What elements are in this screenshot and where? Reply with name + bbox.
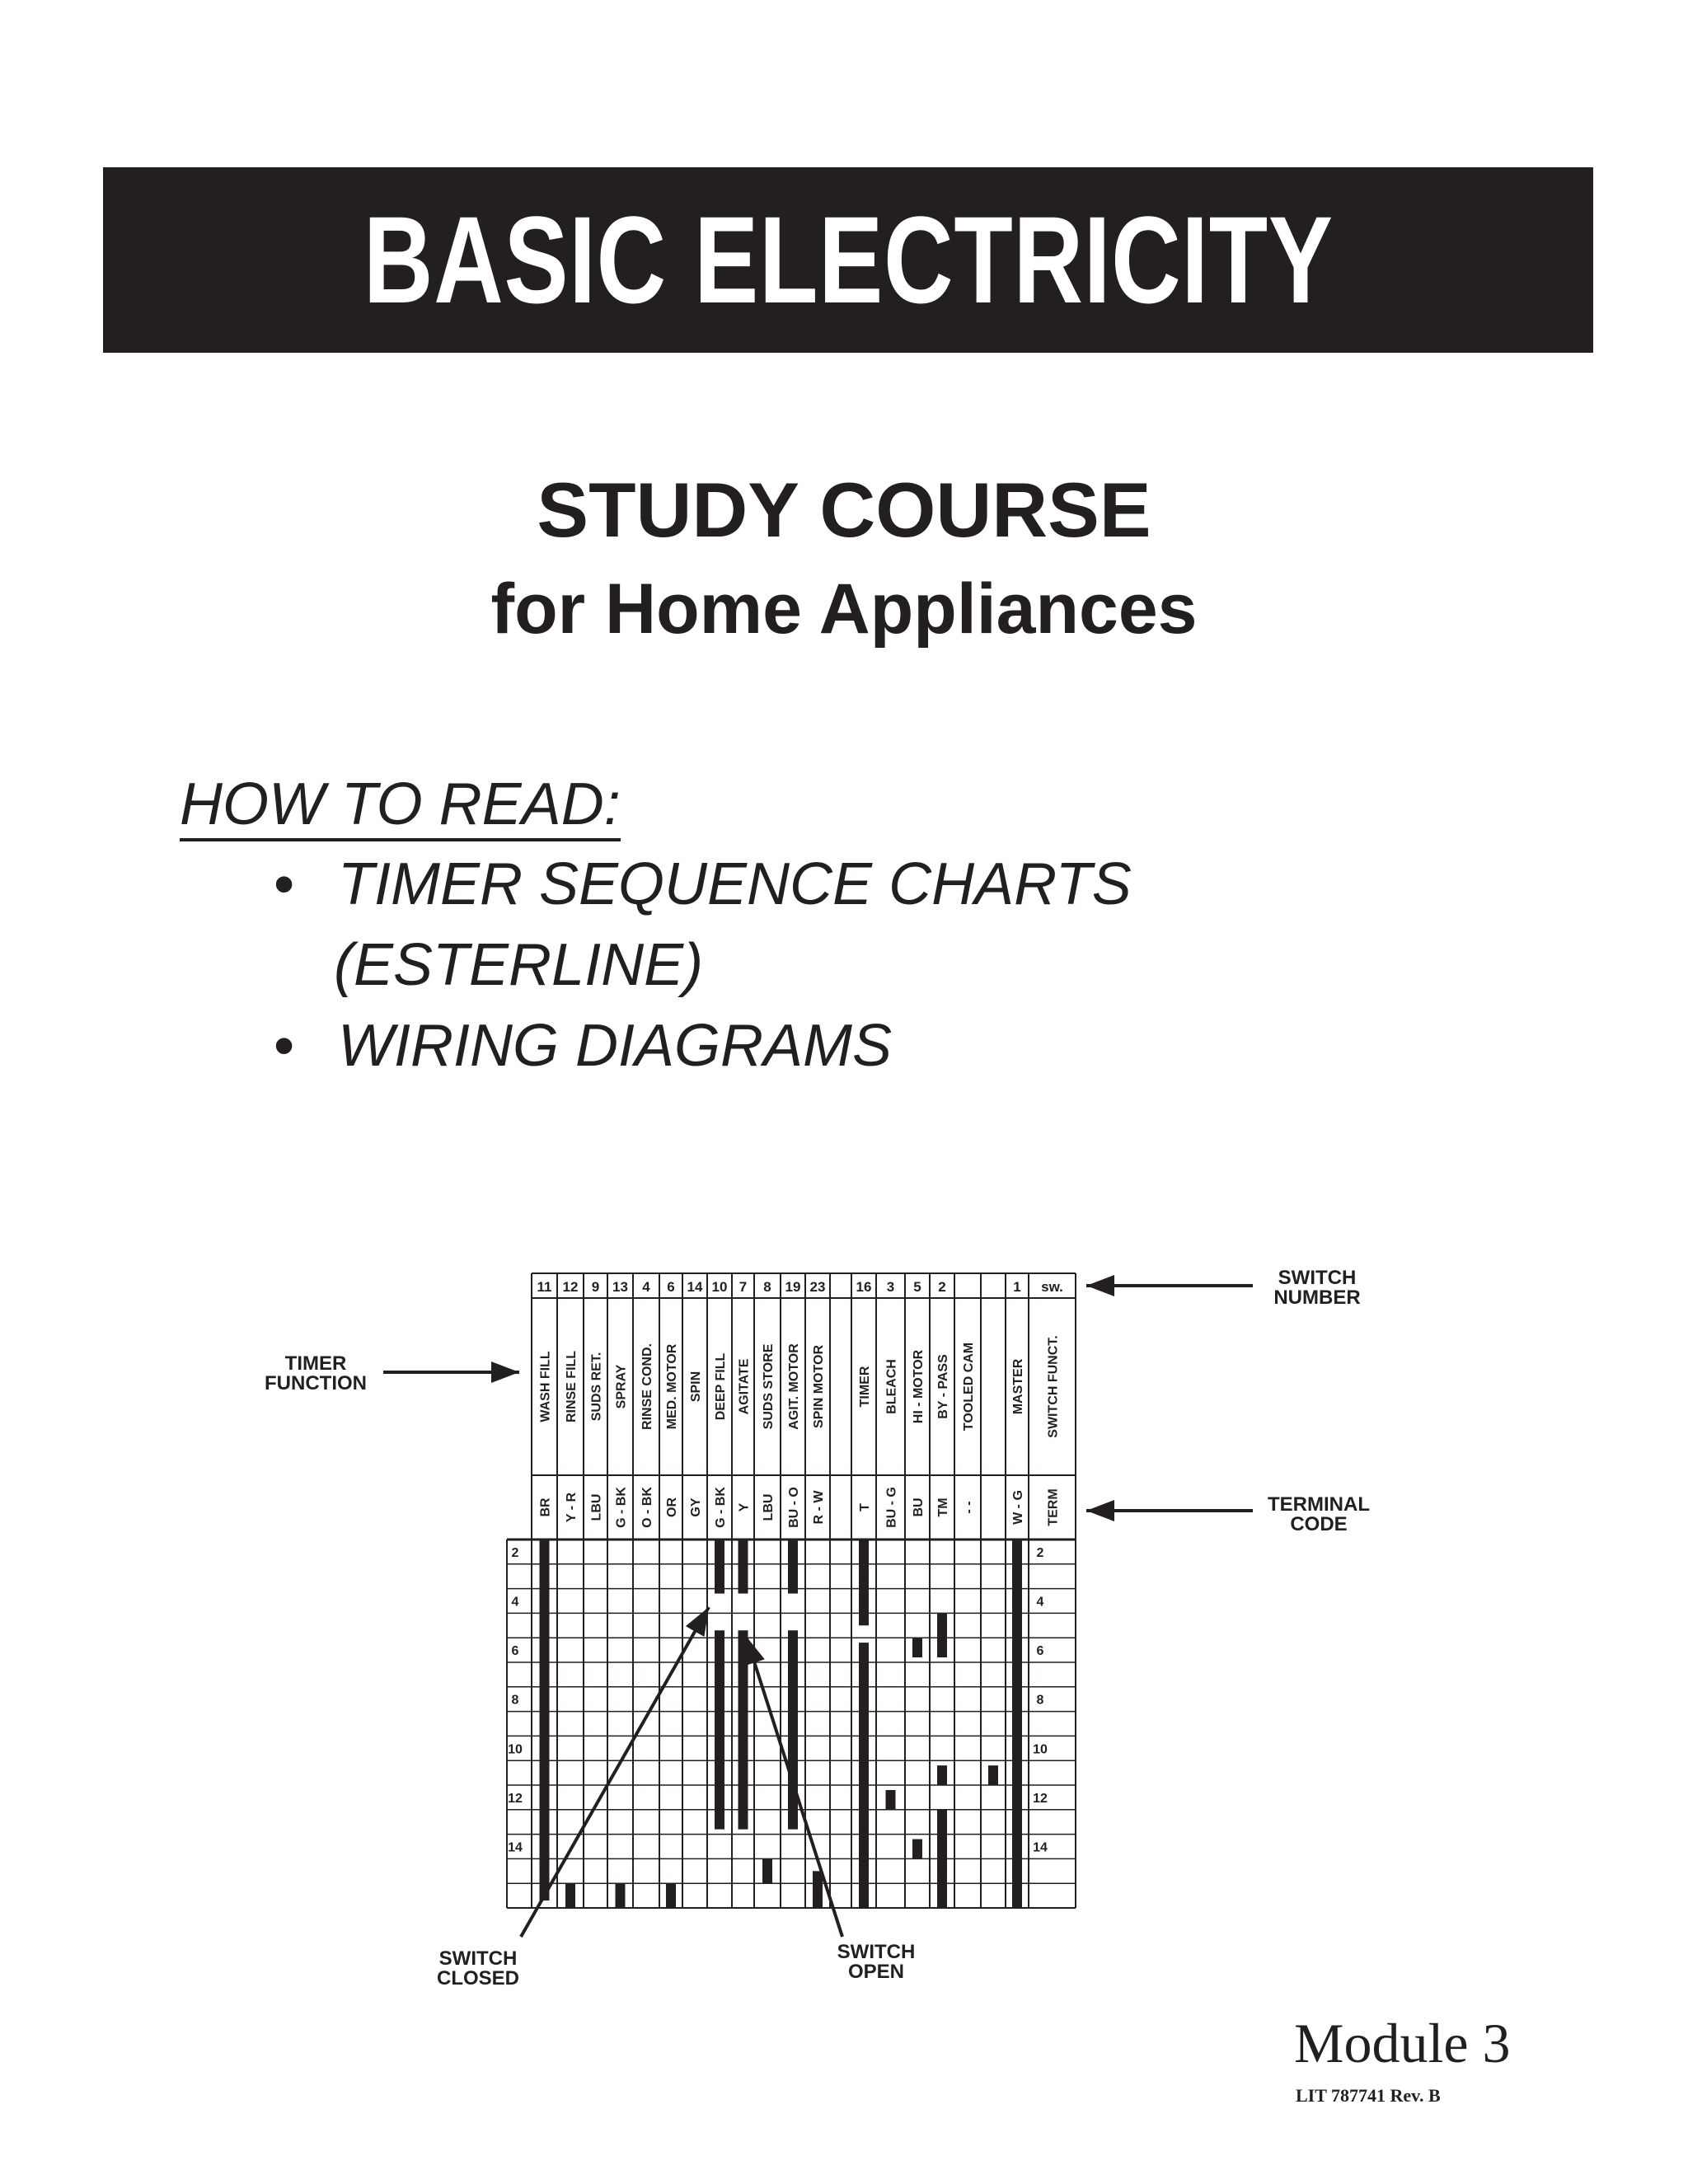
switch-closed-label: CLOSED [436, 1967, 520, 1990]
switch-closed-bar [762, 1858, 772, 1883]
terminal-code-label: TERMINAL [1268, 1493, 1370, 1516]
timer-function-label: TOOLED CAM [962, 1342, 976, 1432]
timer-function-label: DEEP FILL [714, 1352, 728, 1421]
switch-closed-bar [859, 1643, 869, 1908]
module-label: Module 3 [1294, 2012, 1511, 2074]
terminal-code-label: W - G [1011, 1490, 1025, 1525]
row-number-label: 14 [1033, 1840, 1048, 1855]
timer-function-label: SUDS RET. [589, 1352, 604, 1422]
row-number-label: 6 [511, 1644, 519, 1659]
switch-number-label: 14 [687, 1279, 703, 1295]
timer-function-label: WASH FILL [538, 1351, 553, 1422]
terminal-code-label: BR [538, 1497, 553, 1517]
switch-closed-bar [859, 1540, 869, 1625]
row-number-label: 8 [511, 1693, 519, 1708]
timer-function-label: BY - PASS [936, 1354, 950, 1419]
terminal-code-label: BU [912, 1497, 926, 1517]
timer-function-label: AGIT. MOTOR [787, 1343, 801, 1430]
switch-number-label: 16 [856, 1279, 872, 1295]
bullet-dot: • [274, 851, 295, 917]
terminal-code-label: Y [737, 1502, 752, 1512]
bullet-timer-charts: TIMER SEQUENCE CHARTS [338, 851, 1132, 917]
switch-number-label: 4 [642, 1279, 650, 1295]
switch-number-label: 2 [938, 1279, 946, 1295]
switch-closed-bar [540, 1540, 550, 1900]
row-number-label: 12 [508, 1791, 523, 1806]
terminal-code-label: OR [665, 1497, 679, 1517]
switch-open-label: SWITCH [837, 1941, 916, 1963]
timer-function-label: MED. MOTOR [665, 1343, 679, 1430]
switch-number-label: 7 [738, 1279, 748, 1295]
row-number-label: 2 [1036, 1545, 1044, 1560]
switch-number-label: SWITCH [1278, 1267, 1357, 1289]
switch-number-arrow-head [1086, 1275, 1114, 1296]
switch-number-label: 1 [1013, 1279, 1021, 1295]
row-number-label: 4 [1036, 1595, 1044, 1610]
terminal-code-label: R - W [812, 1490, 826, 1525]
switch-closed-bar [937, 1613, 947, 1657]
switch-closed-bar [937, 1765, 947, 1785]
chart-labels [508, 1279, 1063, 1855]
timer-function-label: SWITCH FUNCT. [1046, 1335, 1061, 1438]
timer-function-arrow-head [491, 1361, 519, 1383]
timer-function-label: RINSE FILL [565, 1350, 579, 1423]
timer-function-label: SPRAY [614, 1364, 629, 1409]
timer-function-label: SPIN [689, 1371, 703, 1403]
row-number-label: 12 [1033, 1791, 1048, 1806]
switch-open-label: OPEN [847, 1961, 905, 1983]
terminal-code-label: - - [962, 1501, 976, 1514]
timer-function-label: MASTER [1011, 1358, 1025, 1415]
switch-number-label: 23 [809, 1279, 826, 1295]
switch-closed-bar [666, 1883, 676, 1908]
switch-number-label: 6 [667, 1279, 675, 1295]
switch-number-label: NUMBER [1273, 1286, 1361, 1309]
terminal-code-label: BU - G [884, 1487, 899, 1528]
switch-closed-bar [988, 1765, 998, 1785]
row-number-label: 8 [1036, 1693, 1044, 1708]
timer-function-label: SUDS STORE [762, 1343, 776, 1430]
row-number-label: 14 [508, 1840, 523, 1855]
terminal-code-label: TM [936, 1497, 950, 1517]
terminal-code-label: TERM [1046, 1488, 1061, 1526]
course-subtitle: for Home Appliances [490, 569, 1198, 649]
timer-function-label: TIMER [858, 1366, 872, 1408]
terminal-code-label: LBU [589, 1493, 604, 1521]
banner-title: BASIC ELECTRICITY [363, 190, 1334, 329]
switch-number-label: 12 [562, 1279, 579, 1295]
timer-function-label: BLEACH [884, 1359, 899, 1414]
terminal-code-arrow-head [1086, 1500, 1114, 1521]
timer-function-label: FUNCTION [265, 1372, 367, 1394]
switch-closed-bar [715, 1540, 724, 1594]
lit-number: LIT 787741 Rev. B [1296, 2085, 1441, 2106]
switch-closed-bar [813, 1871, 823, 1908]
switch-number-label: 10 [711, 1279, 728, 1295]
switch-number-label: 3 [886, 1279, 895, 1295]
row-number-label: 10 [1033, 1742, 1048, 1757]
row-number-label: 2 [511, 1545, 519, 1560]
switch-number-label: 13 [612, 1279, 628, 1295]
terminal-code-label: Y - R [565, 1492, 579, 1523]
switch-closed-bar [886, 1790, 896, 1810]
bullet-timer-charts-cont: (ESTERLINE) [334, 932, 704, 998]
switch-closed-bar [715, 1630, 724, 1829]
switch-number-label: 11 [537, 1279, 552, 1295]
switch-closed-bar [937, 1810, 947, 1908]
how-to-read-heading: HOW TO READ: [180, 771, 621, 841]
switch-closed-bar [565, 1883, 575, 1908]
timer-function-label: SPIN MOTOR [812, 1344, 826, 1429]
timer-function-label: AGITATE [737, 1358, 752, 1415]
terminal-code-label: GY [689, 1497, 703, 1517]
course-title: STUDY COURSE [537, 466, 1151, 553]
terminal-code-label: G - BK [714, 1487, 728, 1528]
timer-function-label: RINSE COND. [640, 1343, 654, 1430]
switch-number-label: 5 [913, 1279, 921, 1295]
timer-function-label: TIMER [284, 1352, 347, 1375]
switch-closed-bar [1012, 1540, 1022, 1908]
row-number-label: 10 [508, 1742, 523, 1757]
terminal-code-label: T [858, 1503, 872, 1511]
switch-closed-bar [616, 1883, 626, 1908]
bullet-dot: • [274, 1013, 295, 1079]
switch-number-label: 8 [763, 1279, 771, 1295]
switch-number-label: 9 [591, 1279, 600, 1295]
switch-closed-bar [738, 1540, 748, 1594]
switch-closed-bar [788, 1540, 798, 1594]
switch-number-label: sw. [1041, 1279, 1063, 1295]
switch-closed-bar [912, 1638, 922, 1657]
terminal-code-label: G - BK [614, 1487, 629, 1528]
row-number-label: 4 [511, 1595, 519, 1610]
switch-number-label: 19 [785, 1279, 801, 1295]
terminal-code-label: CODE [1290, 1513, 1348, 1535]
switch-closed-label: SWITCH [438, 1947, 518, 1970]
switch-closed-bar [912, 1840, 922, 1859]
switch-closed-bar [788, 1630, 798, 1829]
terminal-code-label: BU - O [787, 1487, 801, 1528]
terminal-code-label: O - BK [640, 1487, 654, 1528]
bullet-wiring-diagrams: WIRING DIAGRAMS [338, 1013, 893, 1079]
switch-closed-arrow-head [686, 1607, 709, 1637]
row-number-label: 6 [1036, 1644, 1044, 1659]
terminal-code-label: LBU [762, 1493, 776, 1521]
timer-function-label: HI - MOTOR [912, 1349, 926, 1424]
